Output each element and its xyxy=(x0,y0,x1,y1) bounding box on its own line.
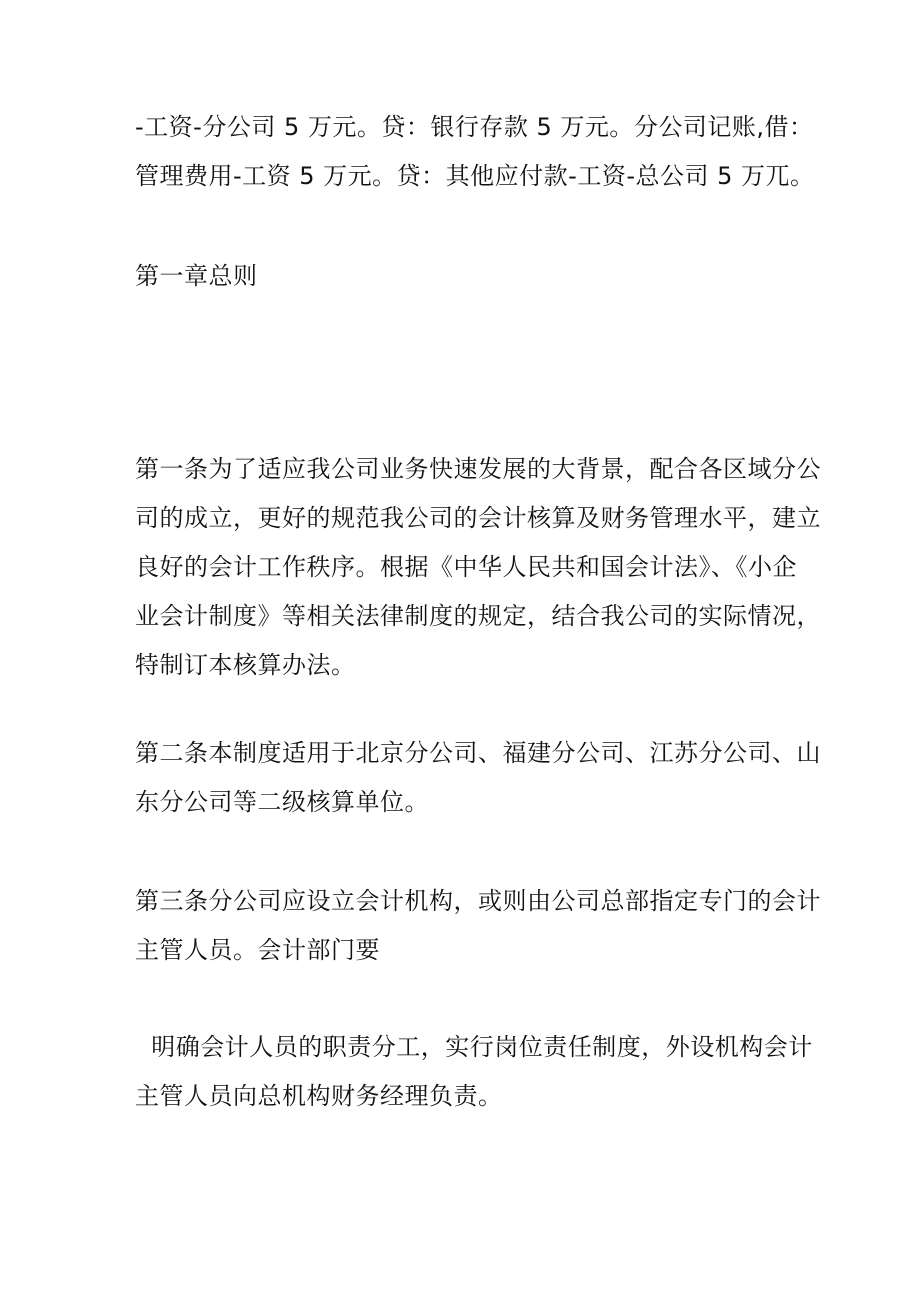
text-line: 明确会计人员的职责分工，实行岗位责任制度，外设机构会计 xyxy=(135,1033,813,1061)
text-line: 第一章总则 xyxy=(135,262,258,290)
text-line: 特制订本核算办法。 xyxy=(135,651,356,679)
text-line: 业会计制度》等相关法律制度的规定，结合我公司的实际情况， xyxy=(135,602,821,630)
paragraph-article-2 xyxy=(135,729,821,827)
paragraph-article-1 xyxy=(135,445,821,690)
text-line: 主管人员。会计部门要 xyxy=(135,936,380,964)
text-line: 第一条为了适应我公司业务快速发展的大背景，配合各区域分公 xyxy=(135,455,821,483)
text-line: -工资-分公司 5 万元。贷：银行存款 5 万元。分公司记账,借： xyxy=(135,113,814,141)
text-line: 司的成立，更好的规范我公司的会计核算及财务管理水平，建立 xyxy=(135,504,821,532)
text-line: 良好的会计工作秩序。根据《中华人民共和国会计法》、《小企 xyxy=(135,553,797,581)
text-line: 主管人员向总机构财务经理负责。 xyxy=(135,1082,503,1110)
text-line: 管理费用-工资 5 万元。贷：其他应付款-工资-总公司 5 万兀。 xyxy=(135,162,815,190)
text-line: 第三条分公司应设立会计机构，或则由公司总部指定专门的会计 xyxy=(135,887,821,915)
paragraph-article-3 xyxy=(135,877,821,975)
chapter-heading xyxy=(135,252,795,301)
text-line: 东分公司等二级核算单位。 xyxy=(135,788,429,816)
text-line: 第二条本制度适用于北京分公司、福建分公司、江苏分公司、山 xyxy=(135,739,821,767)
paragraph-accounting-entry xyxy=(135,103,815,201)
paragraph-article-3-continued xyxy=(135,1023,813,1121)
